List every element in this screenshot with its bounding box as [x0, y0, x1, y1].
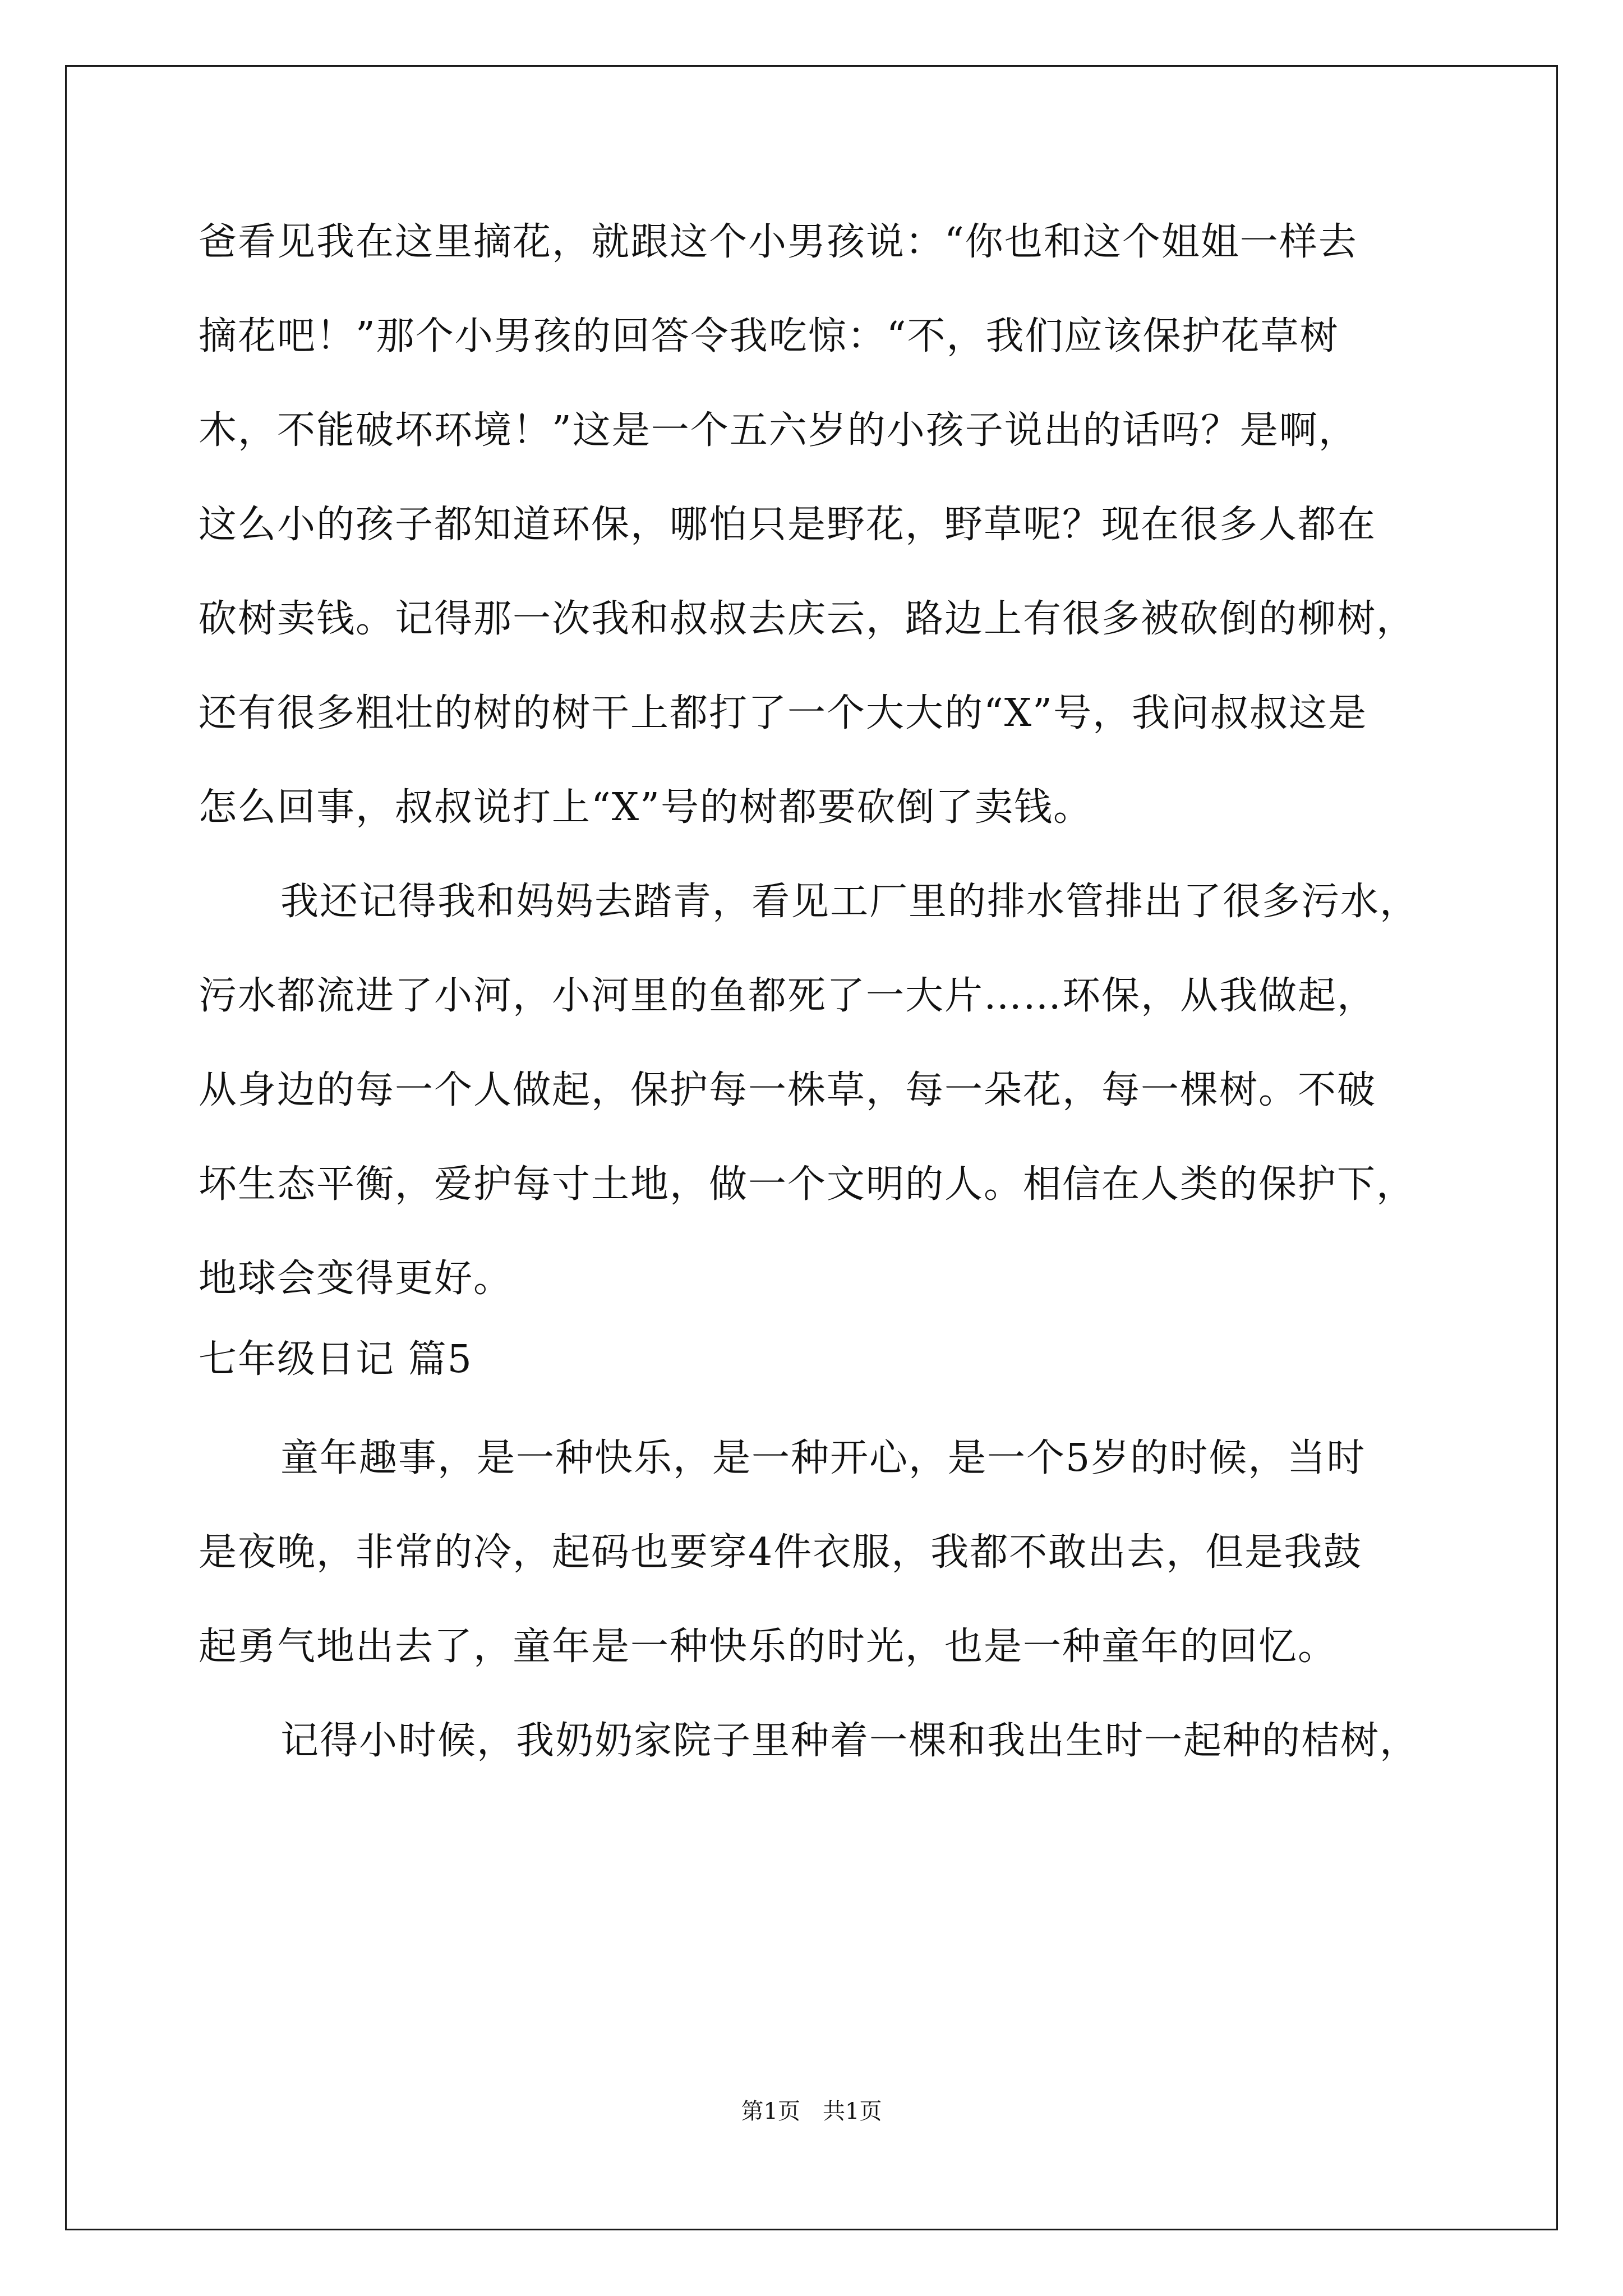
- text-line: 起勇气地出去了，童年是一种快乐的时光，也是一种童年的回忆。: [199, 1625, 1338, 1669]
- text-line: 爸看见我在这里摘花，就跟这个小男孩说：“你也和这个姐姐一样去: [199, 220, 1358, 264]
- text-line: 是夜晚，非常的冷，起码也要穿4件衣服，我都不敢出去，但是我鼓: [199, 1530, 1363, 1575]
- section-heading: 七年级日记 篇5: [199, 1337, 473, 1382]
- text-line: 我还记得我和妈妈去踏青，看见工厂里的排水管排出了很多污水，: [280, 880, 1419, 924]
- text-line: 记得小时候，我奶奶家院子里种着一棵和我出生时一起种的桔树，: [280, 1719, 1419, 1763]
- text-line: 坏生态平衡，爱护每寸土地，做一个文明的人。相信在人类的保护下，: [199, 1162, 1416, 1207]
- page-border: [65, 65, 1558, 2230]
- text-line: 从身边的每一个人做起，保护每一株草，每一朵花，每一棵树。不破: [199, 1068, 1377, 1112]
- text-line: 怎么回事，叔叔说打上“X”号的树都要砍倒了卖钱。: [199, 785, 1092, 830]
- text-line: 污水都流进了小河，小河里的鱼都死了一大片……环保，从我做起，: [199, 974, 1377, 1018]
- text-line: 地球会变得更好。: [199, 1257, 513, 1301]
- text-line: 砍树卖钱。记得那一次我和叔叔去庆云，路边上有很多被砍倒的柳树，: [199, 597, 1416, 641]
- text-line: 这么小的孩子都知道环保，哪怕只是野花，野草呢？现在很多人都在: [199, 503, 1377, 547]
- text-line: 摘花吧！”那个小男孩的回答令我吃惊：“不，我们应该保护花草树: [199, 314, 1339, 358]
- text-line: 童年趣事，是一种快乐，是一种开心，是一个5岁的时候，当时: [280, 1436, 1366, 1480]
- text-line: 木，不能破坏环境！”这是一个五六岁的小孩子说出的话吗？是啊，: [199, 408, 1358, 453]
- page-footer: 第1页 共1页: [741, 2099, 882, 2124]
- text-line: 还有很多粗壮的树的树干上都打了一个大大的“X”号，我问叔叔这是: [199, 691, 1367, 735]
